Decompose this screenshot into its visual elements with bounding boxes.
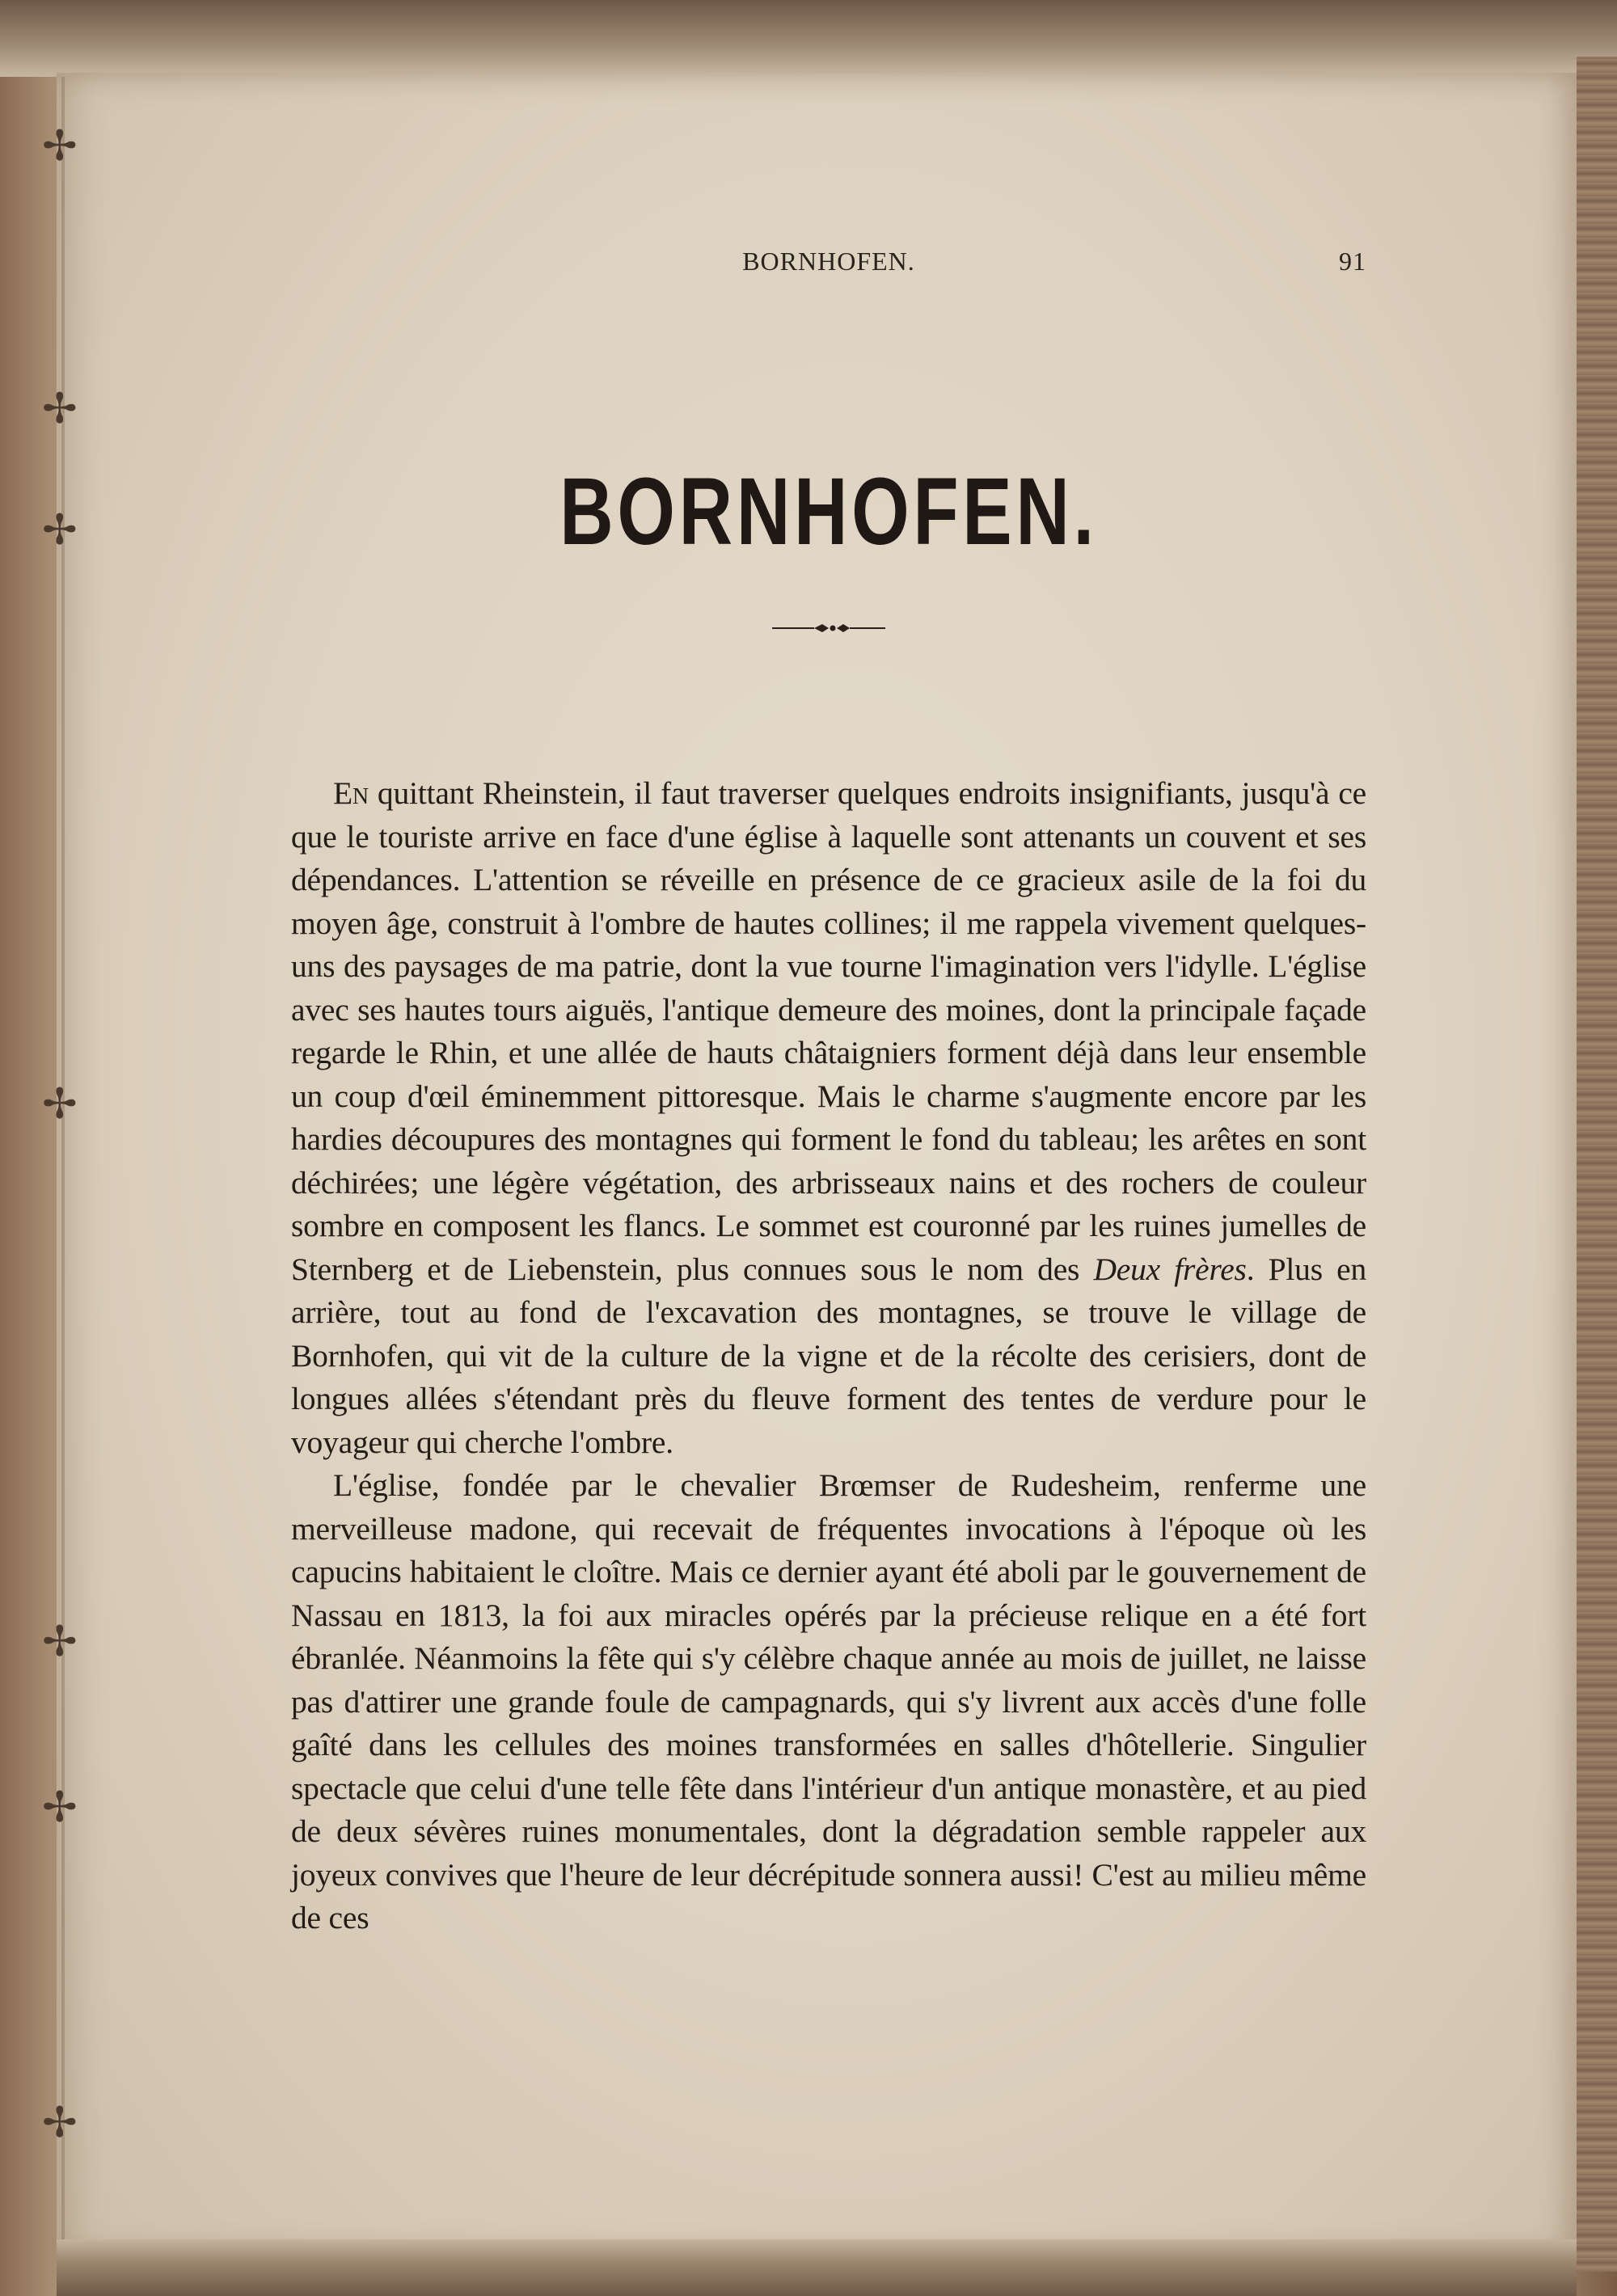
- italic-phrase: Deux frères: [1093, 1251, 1247, 1287]
- running-head: [291, 247, 1366, 287]
- running-title: BORNHOFEN.: [742, 247, 915, 276]
- binding-stitch-icon: ✢: [42, 122, 78, 171]
- binding-stitch-icon: ✢: [42, 385, 78, 433]
- binding-stitch-icon: ✢: [42, 1618, 78, 1666]
- binding-stitch-icon: ✢: [42, 2099, 78, 2147]
- binding-stitch-icon: ✢: [42, 1080, 78, 1129]
- paragraph: L'église, fondée par le chevalier Brœmser de Rudesheim, renferme une merveilleuse madone, qui recevait de fréquentes invocations à l'époque où les capucins habitaient le cloître. Mais ce dernier ayant été aboli par le gouvernement de Nassau en 1813, la foi aux miracles opérés par la précieuse relique en a été fort ébranlée. Néanmoins la fête qui s'y célèbre chaque année au mois de juillet, ne laisse pas d'attirer une grande foule de campagnards, qui s'y livrent aux accès d'une folle gaîté dans les cellules des moines transformées en salles d'hôtellerie. Singulier spectacle que celui d'une telle fête dans l'intérieur d'un antique monastère, et au pied de deux sévères ruines monumentales, dont la dégradation semble rappeler aux joyeux convives que l'heure de leur décrépitude sonnera aussi! C'est au milieu même de ces: [291, 1467, 1366, 1935]
- chapter-title: BORNHOFEN.: [559, 458, 1098, 565]
- paragraph-text: quittant Rheinstein, il faut traverser quelques endroits insignifiants, jusqu'à ce que le touriste arrive en face d'une église à laquelle sont attenants un couvent et ses dépendances. L'attention se réveille en présence de ce gracieux asile de la foi du moyen âge, construit à l'ombre de hautes collines; il me rappela vivement quelques-uns des paysages de ma patrie, dont la vue tourne l'imagination vers l'idylle. L'église avec ses hautes tours aiguës, l'antique demeure des moines, dont la principale façade regarde le Rhin, et une allée de hauts châtaigniers forment déjà dans leur ensemble un coup d'œil éminemment pittoresque. Mais le charme s'augmente encore par les hardies découpures des montagnes qui forment le fond du tableau; les arêtes en sont déchirées; une légère végétation, des arbrisseaux nains et des rochers de couleur sombre en composent les flancs. Le sommet est couronné par les ruines jumelles de Sternberg et de Liebenstein, plus connues sous le nom des: [291, 775, 1366, 1287]
- binding-stitch-icon: ✢: [42, 506, 78, 555]
- bottom-cover-edge: [57, 2239, 1577, 2296]
- top-cover-edge: [0, 0, 1617, 77]
- paragraph: [291, 772, 1366, 1464]
- body-text: [291, 772, 1366, 1940]
- paragraph-text: . Plus en arrière, tout au fond de l'excavation des montagnes, se trouve le village de Bornhofen, qui vit de la culture de la vigne et de la récolte des cerisiers, dont de longues allées s'étendant près du fleuve forment des tentes de verdure pour le voyageur qui cherche l'ombre.: [291, 1251, 1367, 1460]
- right-cover-edge: [1577, 57, 1617, 2272]
- fleuron-rule-icon: [772, 618, 885, 638]
- page-number: 91: [1339, 247, 1366, 276]
- binding-stitch-icon: ✢: [42, 1783, 78, 1832]
- dropcap-word: En: [333, 775, 369, 811]
